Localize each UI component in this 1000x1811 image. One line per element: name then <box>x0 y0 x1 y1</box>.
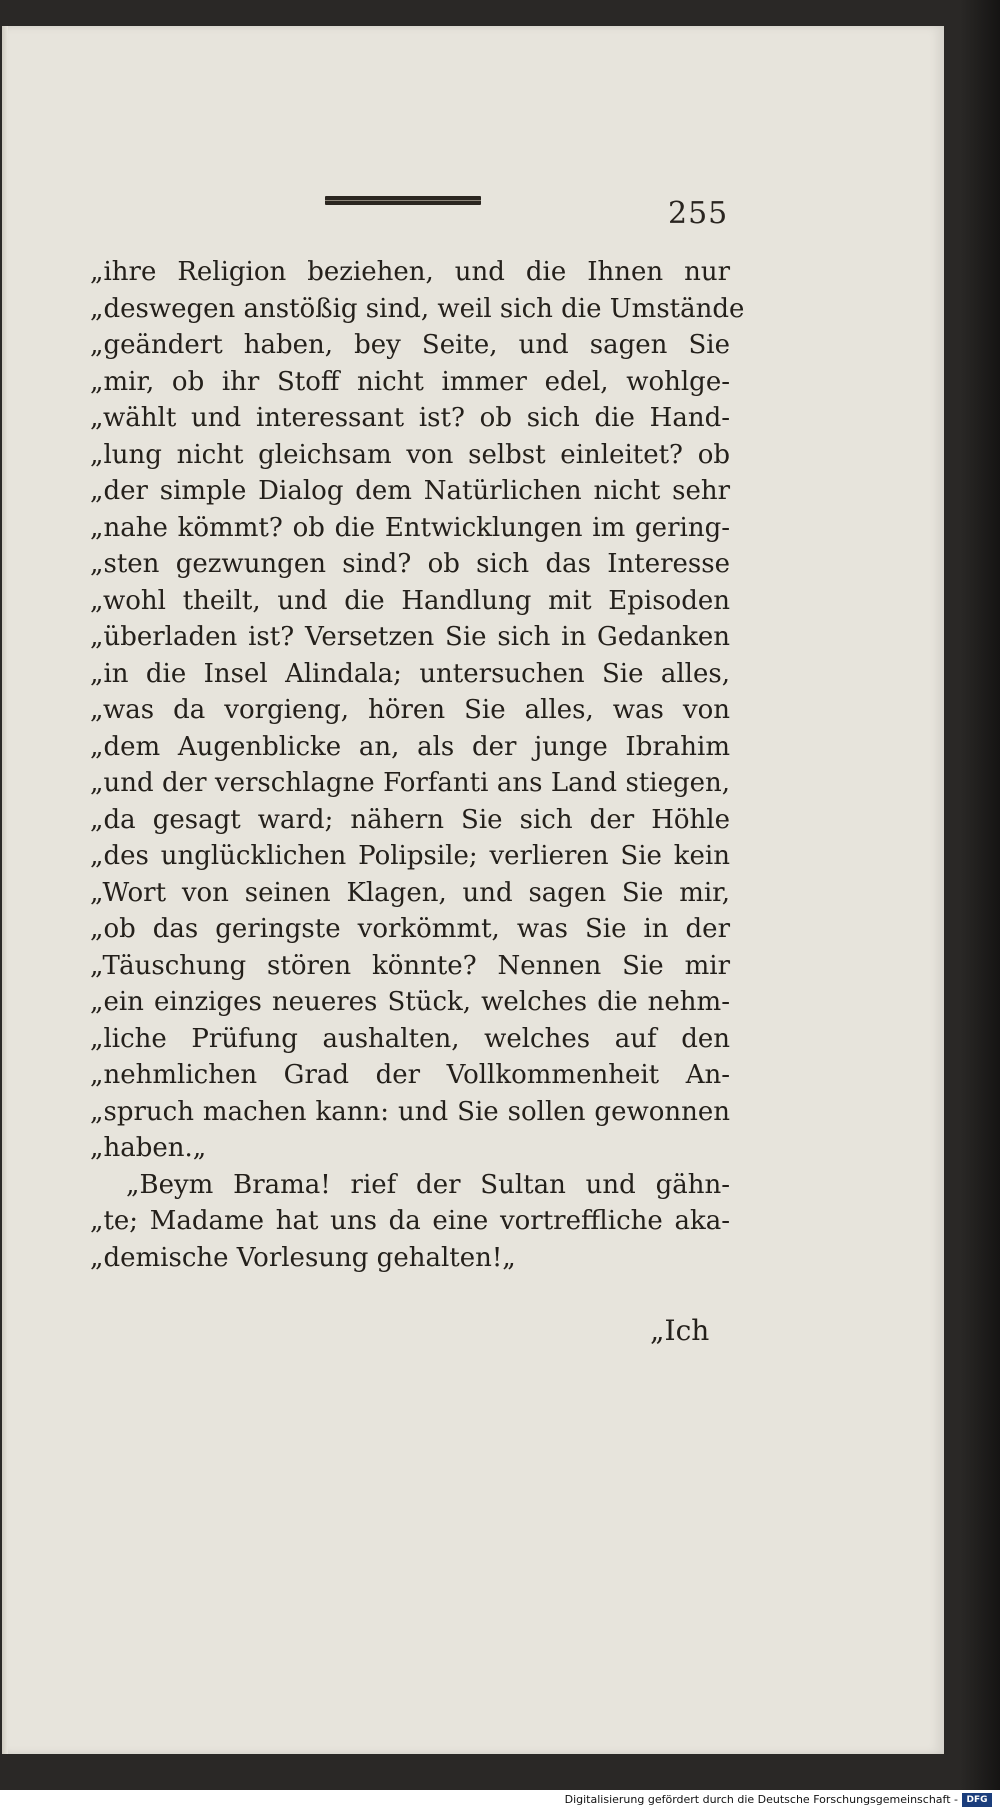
text-line: „nehmlichen Grad der Vollkommenheit An- <box>90 1060 730 1090</box>
text-line: „und der verschlagne Forfanti ans Land stiegen, <box>90 768 730 798</box>
text-line: „Wort von seinen Klagen, und sagen Sie mir, <box>90 877 730 908</box>
text-line: „sten gezwungen sind? ob sich das Interesse <box>90 549 730 579</box>
text-line: „Täuschung stören könnte? Nennen Sie mir <box>90 950 730 981</box>
text-line: „ein einziges neueres Stück, welches die nehm- <box>90 987 730 1017</box>
text-line: „haben.„ <box>90 1133 207 1163</box>
text-line: „da gesagt ward; nähern Sie sich der Höhle <box>90 804 730 835</box>
text-line: „wählt und interessant ist? ob sich die Hand- <box>90 403 730 433</box>
text-line: „geändert haben, bey Seite, und sagen Sie <box>90 330 730 360</box>
text-line: „deswegen anstößig sind, weil sich die Umstände <box>90 293 745 324</box>
text-line: „spruch machen kann: und Sie sollen gewonnen <box>90 1096 730 1127</box>
footer-credit: Digitalisierung gefördert durch die Deutsche Forschungsgemeinschaft - <box>564 1793 958 1806</box>
text-line: „liche Prüfung aushalten, welches auf den <box>90 1023 730 1054</box>
text-line: „dem Augenblicke an, als der junge Ibrahim <box>90 731 730 762</box>
body-text <box>90 254 745 1276</box>
text-line: „des unglücklichen Polipsile; verlieren Sie kein <box>90 841 730 871</box>
header-rule <box>325 196 481 205</box>
text-line: „Beym Brama! rief der Sultan und gähn- <box>126 1169 730 1200</box>
text-line: „mir, ob ihr Stoff nicht immer edel, wohlge- <box>90 366 730 397</box>
text-line: „was da vorgieng, hören Sie alles, was von <box>90 695 730 725</box>
text-line: „lung nicht gleichsam von selbst einleitet? ob <box>90 439 730 470</box>
text-line: „überladen ist? Versetzen Sie sich in Gedanken <box>90 622 730 652</box>
text-line: „der simple Dialog dem Natürlichen nicht sehr <box>90 476 730 506</box>
text-line: „demische Vorlesung gehalten!„ <box>90 1242 516 1273</box>
text-line: „in die Insel Alindala; untersuchen Sie alles, <box>90 658 730 689</box>
text-line: „ihre Religion beziehen, und die Ihnen nur <box>90 257 730 287</box>
page-edge <box>2 26 8 1754</box>
dfg-logo: DFG <box>962 1793 992 1807</box>
catchword: „Ich <box>650 1314 710 1347</box>
page-number: 255 <box>668 196 729 231</box>
text-line: „ob das geringste vorkömmt, was Sie in der <box>90 914 730 944</box>
text-line: „nahe kömmt? ob die Entwicklungen im gering- <box>90 512 730 543</box>
text-line: „wohl theilt, und die Handlung mit Episoden <box>90 585 730 616</box>
text-line: „te; Madame hat uns da eine vortreffliche aka- <box>90 1206 730 1236</box>
